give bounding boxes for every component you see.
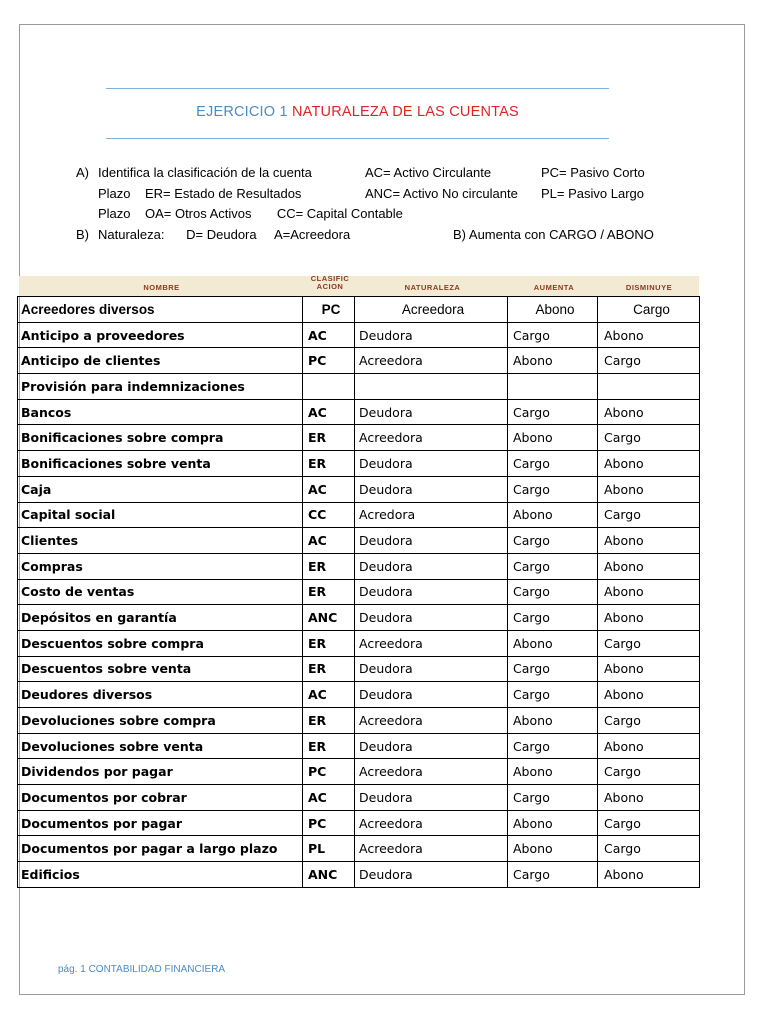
table-row bbox=[18, 810, 700, 836]
cell-aumenta: Abono bbox=[508, 759, 598, 785]
header-clasificacion bbox=[304, 275, 356, 291]
cell-disminuye: Cargo bbox=[598, 810, 700, 836]
table-row bbox=[18, 656, 700, 682]
cell-clasificacion: PC bbox=[303, 297, 355, 323]
header-clasificacion-1: CLASIFIC bbox=[310, 274, 350, 283]
instr-line2: Plazo ER= Estado de Resultados bbox=[98, 186, 302, 201]
instr-pl: PL= Pasivo Largo bbox=[541, 186, 644, 201]
cell-naturaleza: Acreedora bbox=[355, 759, 508, 785]
cell-naturaleza: Acreedora bbox=[355, 297, 508, 323]
table-row bbox=[18, 425, 700, 451]
cell-naturaleza: Deudora bbox=[355, 451, 508, 477]
cell-disminuye: Abono bbox=[598, 553, 700, 579]
table-row bbox=[18, 836, 700, 862]
cell-disminuye: Abono bbox=[598, 785, 700, 811]
instr-line1: Identifica la clasificación de la cuenta bbox=[98, 165, 312, 180]
cell-nombre: Compras bbox=[18, 553, 303, 579]
cell-disminuye: Cargo bbox=[598, 502, 700, 528]
cell-aumenta: Cargo bbox=[508, 476, 598, 502]
cell-naturaleza: Deudora bbox=[355, 528, 508, 554]
cell-aumenta: Cargo bbox=[508, 656, 598, 682]
accounts-table-body bbox=[18, 297, 700, 888]
cell-naturaleza: Deudora bbox=[355, 733, 508, 759]
cell-naturaleza: Acreedora bbox=[355, 630, 508, 656]
cell-nombre: Bancos bbox=[18, 399, 303, 425]
title-topic: NATURALEZA DE LAS CUENTAS bbox=[292, 104, 519, 120]
cell-aumenta: Abono bbox=[508, 425, 598, 451]
cell-clasificacion: ER bbox=[303, 656, 355, 682]
cell-disminuye: Abono bbox=[598, 451, 700, 477]
header-clasificacion-2: ACION bbox=[316, 282, 344, 291]
cell-aumenta: Abono bbox=[508, 630, 598, 656]
table-row bbox=[18, 553, 700, 579]
instr-ac: AC= Activo Circulante bbox=[365, 165, 492, 180]
cell-naturaleza: Deudora bbox=[355, 785, 508, 811]
cell-clasificacion: AC bbox=[303, 528, 355, 554]
instr-marker-a: A) bbox=[76, 165, 89, 180]
cell-disminuye bbox=[598, 374, 700, 400]
table-row bbox=[18, 630, 700, 656]
cell-aumenta: Abono bbox=[508, 297, 598, 323]
table-row bbox=[18, 297, 700, 323]
cell-nombre: Descuentos sobre compra bbox=[18, 630, 303, 656]
cell-nombre: Caja bbox=[18, 476, 303, 502]
title-exercise: EJERCICIO 1 bbox=[196, 104, 288, 120]
cell-disminuye: Abono bbox=[598, 579, 700, 605]
cell-clasificacion: CC bbox=[303, 502, 355, 528]
table-row bbox=[18, 451, 700, 477]
cell-clasificacion: ER bbox=[303, 579, 355, 605]
cell-disminuye: Abono bbox=[598, 322, 700, 348]
cell-naturaleza: Deudora bbox=[355, 399, 508, 425]
instr-pc: PC= Pasivo Corto bbox=[541, 165, 645, 180]
cell-clasificacion: AC bbox=[303, 476, 355, 502]
cell-aumenta: Cargo bbox=[508, 605, 598, 631]
cell-nombre: Anticipo de clientes bbox=[18, 348, 303, 374]
table-row bbox=[18, 733, 700, 759]
cell-naturaleza: Acreedora bbox=[355, 836, 508, 862]
header-naturaleza: NATURALEZA bbox=[404, 283, 461, 292]
cell-clasificacion: PL bbox=[303, 836, 355, 862]
cell-naturaleza: Deudora bbox=[355, 605, 508, 631]
instr-marker-b: B) bbox=[76, 227, 89, 242]
instr-aumenta: B) Aumenta con CARGO / ABONO bbox=[453, 227, 654, 242]
cell-aumenta: Cargo bbox=[508, 553, 598, 579]
title-rule-top bbox=[106, 88, 609, 89]
cell-clasificacion bbox=[303, 374, 355, 400]
cell-clasificacion: PC bbox=[303, 759, 355, 785]
cell-disminuye: Cargo bbox=[598, 836, 700, 862]
cell-nombre: Documentos por pagar a largo plazo bbox=[18, 836, 303, 862]
cell-nombre: Edificios bbox=[18, 862, 303, 888]
cell-clasificacion: ANC bbox=[303, 605, 355, 631]
cell-nombre: Bonificaciones sobre venta bbox=[18, 451, 303, 477]
table-row bbox=[18, 579, 700, 605]
accounts-table bbox=[17, 296, 700, 888]
table-row bbox=[18, 708, 700, 734]
title-rule-bottom bbox=[106, 138, 609, 139]
cell-nombre: Documentos por pagar bbox=[18, 810, 303, 836]
page-title bbox=[106, 104, 609, 120]
cell-clasificacion: ER bbox=[303, 630, 355, 656]
cell-nombre: Depósitos en garantía bbox=[18, 605, 303, 631]
cell-clasificacion: ER bbox=[303, 733, 355, 759]
cell-aumenta bbox=[508, 374, 598, 400]
cell-disminuye: Cargo bbox=[598, 708, 700, 734]
table-row bbox=[18, 348, 700, 374]
table-row bbox=[18, 476, 700, 502]
cell-clasificacion: ER bbox=[303, 425, 355, 451]
cell-naturaleza: Deudora bbox=[355, 579, 508, 605]
cell-nombre: Costo de ventas bbox=[18, 579, 303, 605]
header-disminuye: DISMINUYE bbox=[625, 283, 673, 292]
cell-nombre: Descuentos sobre venta bbox=[18, 656, 303, 682]
cell-aumenta: Abono bbox=[508, 810, 598, 836]
cell-aumenta: Abono bbox=[508, 708, 598, 734]
cell-disminuye: Abono bbox=[598, 605, 700, 631]
cell-disminuye: Cargo bbox=[598, 630, 700, 656]
cell-disminuye: Cargo bbox=[598, 425, 700, 451]
cell-disminuye: Abono bbox=[598, 733, 700, 759]
table-header-band bbox=[19, 276, 699, 296]
cell-naturaleza bbox=[355, 374, 508, 400]
cell-nombre: Documentos por cobrar bbox=[18, 785, 303, 811]
cell-aumenta: Abono bbox=[508, 502, 598, 528]
cell-clasificacion: ER bbox=[303, 553, 355, 579]
cell-naturaleza: Deudora bbox=[355, 553, 508, 579]
cell-aumenta: Cargo bbox=[508, 579, 598, 605]
cell-naturaleza: Acreedora bbox=[355, 708, 508, 734]
cell-nombre: Dividendos por pagar bbox=[18, 759, 303, 785]
cell-disminuye: Abono bbox=[598, 476, 700, 502]
cell-clasificacion: ANC bbox=[303, 862, 355, 888]
instr-anc: ANC= Activo No circulante bbox=[365, 186, 518, 201]
instr-line4: Naturaleza: D= Deudora A=Acreedora bbox=[98, 227, 351, 242]
table-row bbox=[18, 605, 700, 631]
table-row bbox=[18, 502, 700, 528]
cell-aumenta: Cargo bbox=[508, 733, 598, 759]
cell-aumenta: Abono bbox=[508, 348, 598, 374]
table-row bbox=[18, 682, 700, 708]
cell-clasificacion: ER bbox=[303, 708, 355, 734]
cell-clasificacion: AC bbox=[303, 399, 355, 425]
table-row bbox=[18, 862, 700, 888]
table-row bbox=[18, 322, 700, 348]
cell-aumenta: Cargo bbox=[508, 322, 598, 348]
cell-naturaleza: Acredora bbox=[355, 502, 508, 528]
cell-naturaleza: Deudora bbox=[355, 682, 508, 708]
page-footer: pág. 1 CONTABILIDAD FINANCIERA bbox=[58, 964, 226, 975]
table-row bbox=[18, 399, 700, 425]
cell-aumenta: Cargo bbox=[508, 862, 598, 888]
cell-nombre: Devoluciones sobre venta bbox=[18, 733, 303, 759]
header-aumenta: AUMENTA bbox=[533, 283, 575, 292]
cell-nombre: Capital social bbox=[18, 502, 303, 528]
cell-disminuye: Cargo bbox=[598, 759, 700, 785]
cell-naturaleza: Deudora bbox=[355, 656, 508, 682]
table-row bbox=[18, 785, 700, 811]
cell-nombre: Clientes bbox=[18, 528, 303, 554]
cell-clasificacion: ER bbox=[303, 451, 355, 477]
cell-clasificacion: AC bbox=[303, 682, 355, 708]
cell-nombre: Deudores diversos bbox=[18, 682, 303, 708]
cell-naturaleza: Deudora bbox=[355, 476, 508, 502]
cell-nombre: Provisión para indemnizaciones bbox=[18, 374, 303, 400]
cell-aumenta: Cargo bbox=[508, 785, 598, 811]
cell-disminuye: Cargo bbox=[598, 348, 700, 374]
cell-naturaleza: Acreedora bbox=[355, 810, 508, 836]
cell-aumenta: Cargo bbox=[508, 528, 598, 554]
cell-clasificacion: PC bbox=[303, 810, 355, 836]
cell-clasificacion: PC bbox=[303, 348, 355, 374]
cell-nombre: Devoluciones sobre compra bbox=[18, 708, 303, 734]
cell-disminuye: Cargo bbox=[598, 297, 700, 323]
table-row bbox=[18, 759, 700, 785]
cell-disminuye: Abono bbox=[598, 862, 700, 888]
cell-aumenta: Cargo bbox=[508, 399, 598, 425]
cell-nombre: Anticipo a proveedores bbox=[18, 322, 303, 348]
cell-naturaleza: Acreedora bbox=[355, 425, 508, 451]
cell-disminuye: Abono bbox=[598, 399, 700, 425]
cell-nombre: Acreedores diversos bbox=[18, 297, 303, 323]
instr-line3: Plazo OA= Otros Activos CC= Capital Contable bbox=[98, 206, 403, 221]
cell-disminuye: Abono bbox=[598, 528, 700, 554]
cell-disminuye: Abono bbox=[598, 682, 700, 708]
header-nombre: NOMBRE bbox=[143, 283, 180, 292]
cell-naturaleza: Acreedora bbox=[355, 348, 508, 374]
table-row bbox=[18, 528, 700, 554]
cell-disminuye: Abono bbox=[598, 656, 700, 682]
cell-aumenta: Cargo bbox=[508, 451, 598, 477]
table-row bbox=[18, 374, 700, 400]
cell-naturaleza: Deudora bbox=[355, 322, 508, 348]
cell-nombre: Bonificaciones sobre compra bbox=[18, 425, 303, 451]
cell-aumenta: Abono bbox=[508, 836, 598, 862]
cell-clasificacion: AC bbox=[303, 785, 355, 811]
cell-aumenta: Cargo bbox=[508, 682, 598, 708]
cell-naturaleza: Deudora bbox=[355, 862, 508, 888]
cell-clasificacion: AC bbox=[303, 322, 355, 348]
